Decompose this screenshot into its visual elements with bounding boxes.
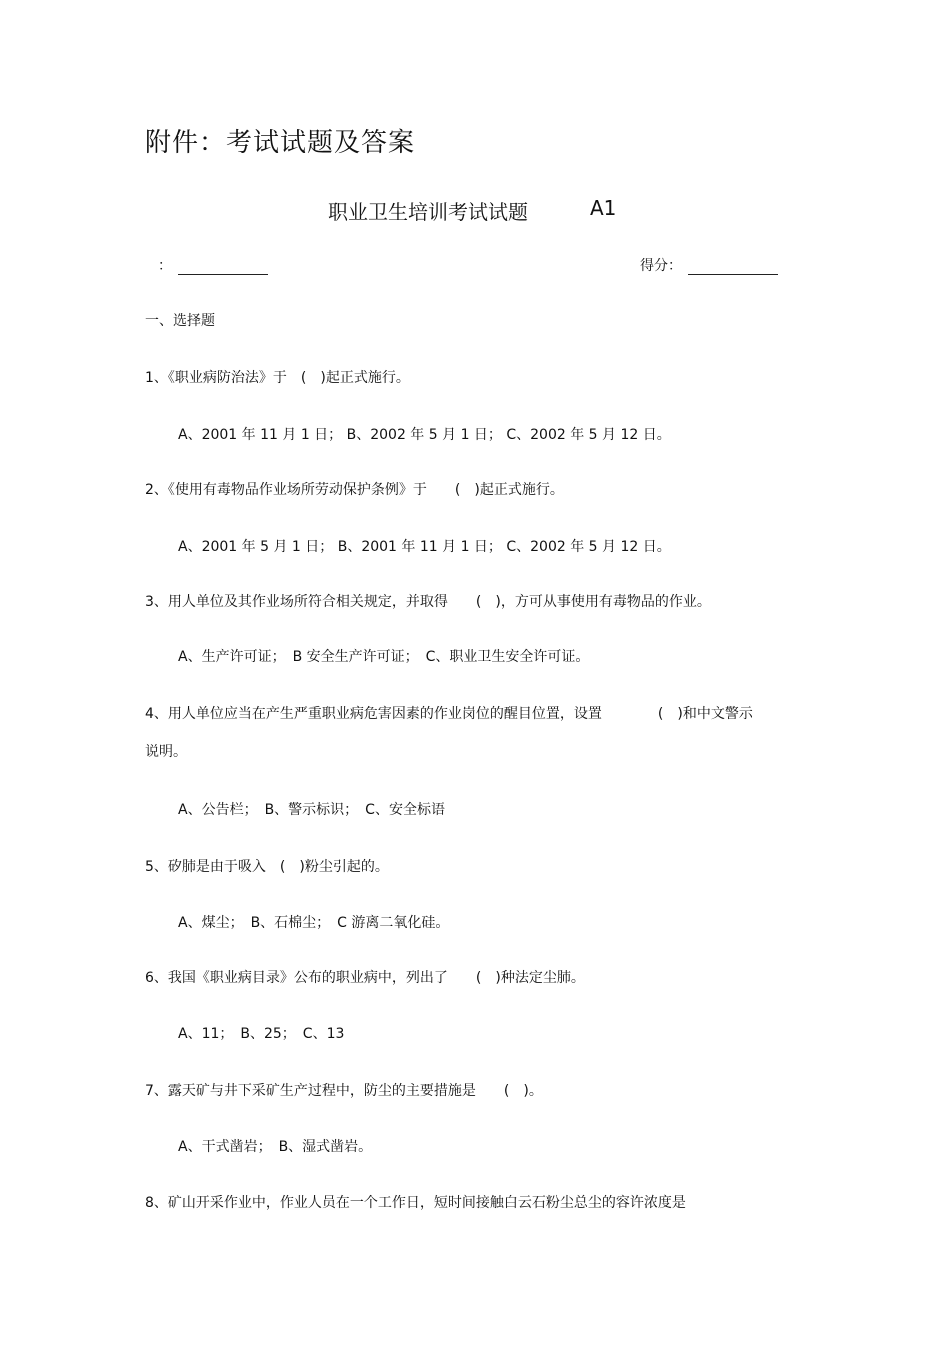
question-4-options: A、公告栏； B、警示标识； C、安全标语 xyxy=(178,802,445,818)
score-field xyxy=(640,255,778,275)
attachment-title: 附件：考试试题及答案 xyxy=(145,128,416,158)
question-4: 4、用人单位应当在产生严重职业病危害因素的作业岗位的醒目位置，设置 ( )和中文警示 xyxy=(145,706,753,722)
name-field xyxy=(158,255,268,275)
question-8: 8、矿山开采作业中，作业人员在一个工作日，短时间接触白云石粉尘总尘的容许浓度是 xyxy=(145,1195,686,1211)
question-4-continuation: 说明。 xyxy=(145,744,187,760)
question-2-options: A、2001 年 5 月 1 日； B、2001 年 11 月 1 日； C、2002 年 5 月 12 日。 xyxy=(178,539,671,555)
question-3: 3、用人单位及其作业场所符合相关规定，并取得 ( )，方可从事使用有毒物品的作业。 xyxy=(145,594,711,610)
score-blank[interactable] xyxy=(688,260,778,275)
section-heading: 一、选择题 xyxy=(145,313,215,329)
exam-title: 职业卫生培训考试试题 xyxy=(328,200,528,224)
exam-code: A1 xyxy=(590,196,617,220)
question-5: 5、矽肺是由于吸入 ( )粉尘引起的。 xyxy=(145,859,389,875)
question-6-options: A、11； B、25； C、13 xyxy=(178,1026,345,1042)
question-7-options: A、干式凿岩； B、湿式凿岩。 xyxy=(178,1139,373,1155)
question-1-options: A、2001 年 11 月 1 日； B、2002 年 5 月 1 日； C、2002 年 5 月 12 日。 xyxy=(178,427,671,443)
name-field-label: ： xyxy=(158,258,172,274)
question-3-options: A、生产许可证； B 安全生产许可证； C、职业卫生安全许可证。 xyxy=(178,649,590,665)
question-2: 2、《使用有毒物品作业场所劳动保护条例》于 ( )起正式施行。 xyxy=(145,482,564,498)
question-7: 7、露天矿与井下采矿生产过程中，防尘的主要措施是 ( )。 xyxy=(145,1083,543,1099)
name-blank[interactable] xyxy=(178,260,268,275)
question-6: 6、我国《职业病目录》公布的职业病中，列出了 ( )种法定尘肺。 xyxy=(145,970,585,986)
question-1: 1、《职业病防治法》于 ( )起正式施行。 xyxy=(145,370,410,386)
score-field-label: 得分： xyxy=(640,258,682,274)
question-5-options: A、煤尘； B、石棉尘； C 游离二氧化硅。 xyxy=(178,915,450,931)
